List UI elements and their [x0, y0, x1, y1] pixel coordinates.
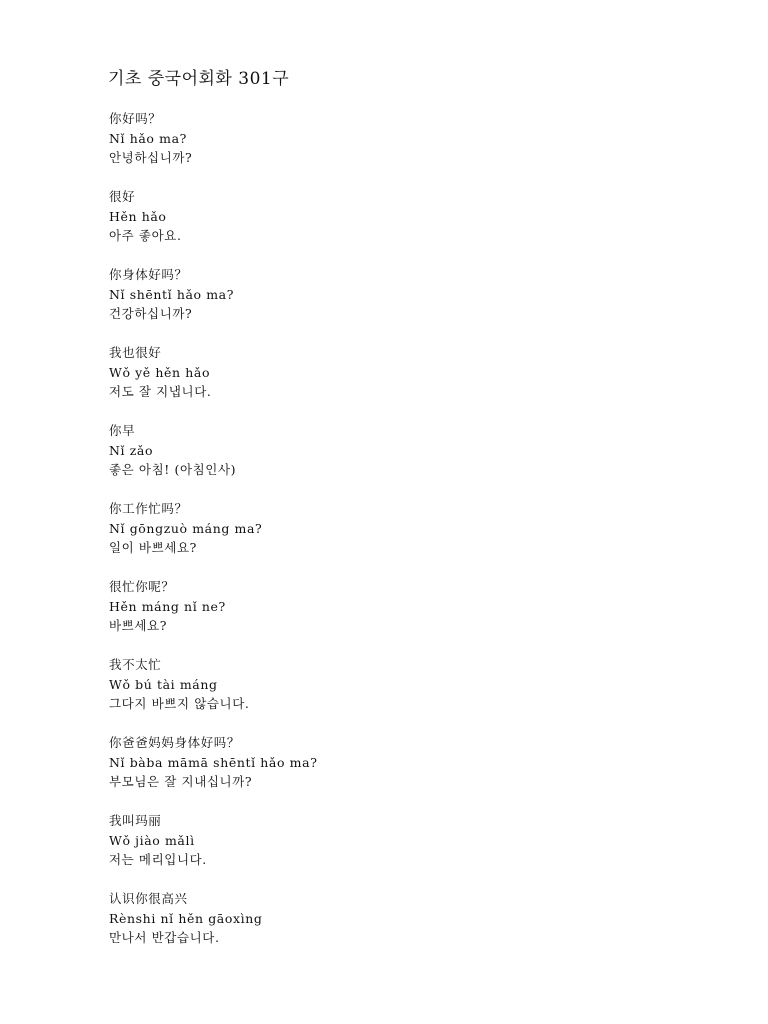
korean-text: 저는 메리입니다. [109, 852, 207, 867]
korean-text: 부모님은 잘 지내십니까? [109, 774, 253, 789]
phrase-entry [109, 655, 609, 733]
chinese-text: 你身体好吗？ [109, 267, 188, 282]
chinese-text: 很忙你呢？ [109, 579, 175, 594]
pinyin-text: Hěn hǎo [109, 208, 167, 224]
korean-text: 아주 좋아요. [109, 228, 182, 243]
chinese-text: 我也很好 [109, 345, 162, 360]
chinese-text: 我叫玛丽 [109, 813, 162, 828]
korean-text: 안녕하십니까? [109, 150, 193, 165]
korean-text: 좋은 아침! (아침인사) [109, 462, 237, 477]
phrase-entry [109, 499, 609, 577]
chinese-text: 你爸爸妈妈身体好吗？ [109, 735, 241, 750]
phrase-entry [109, 811, 609, 889]
phrase-entry [109, 187, 609, 265]
pinyin-text: Nǐ bàba māmā shēntǐ hǎo ma? [109, 754, 318, 770]
pinyin-text: Wǒ yě hěn hǎo [109, 364, 211, 380]
pinyin-text: Wǒ jiào mǎlì [109, 832, 195, 848]
korean-text: 바쁘세요? [109, 618, 168, 633]
korean-text: 일이 바쁘세요? [109, 540, 197, 555]
phrase-entry [109, 343, 609, 421]
chinese-text: 你工作忙吗？ [109, 501, 188, 516]
chinese-text: 你好吗？ [109, 111, 162, 126]
chinese-text: 你早 [109, 423, 136, 438]
chinese-text: 很好 [109, 189, 136, 204]
pinyin-text: Nǐ hǎo ma? [109, 130, 187, 146]
phrase-entry [109, 265, 609, 343]
pinyin-text: Wǒ bú tài máng [109, 676, 218, 692]
phrase-entry [109, 889, 609, 967]
korean-text: 그다지 바쁘지 않습니다. [109, 696, 250, 711]
phrase-entry [109, 733, 609, 811]
pinyin-text: Nǐ shēntǐ hǎo ma? [109, 286, 235, 302]
pinyin-text: Nǐ gōngzuò máng ma? [109, 520, 263, 536]
korean-text: 건강하십니까? [109, 306, 193, 321]
pinyin-text: Nǐ zǎo [109, 442, 154, 458]
phrase-entry [109, 109, 609, 187]
chinese-text: 我不太忙 [109, 657, 162, 672]
document-title: 기초 중국어회화 301구 [108, 69, 290, 89]
phrase-entry [109, 421, 609, 499]
pinyin-text: Rènshi nǐ hěn gāoxìng [109, 910, 263, 926]
korean-text: 저도 잘 지냅니다. [109, 384, 212, 399]
phrase-entry [109, 577, 609, 655]
korean-text: 만나서 반갑습니다. [109, 930, 220, 945]
chinese-text: 认识你很高兴 [109, 891, 188, 906]
pinyin-text: Hěn máng nǐ ne? [109, 598, 226, 614]
phrase-list [109, 109, 609, 967]
